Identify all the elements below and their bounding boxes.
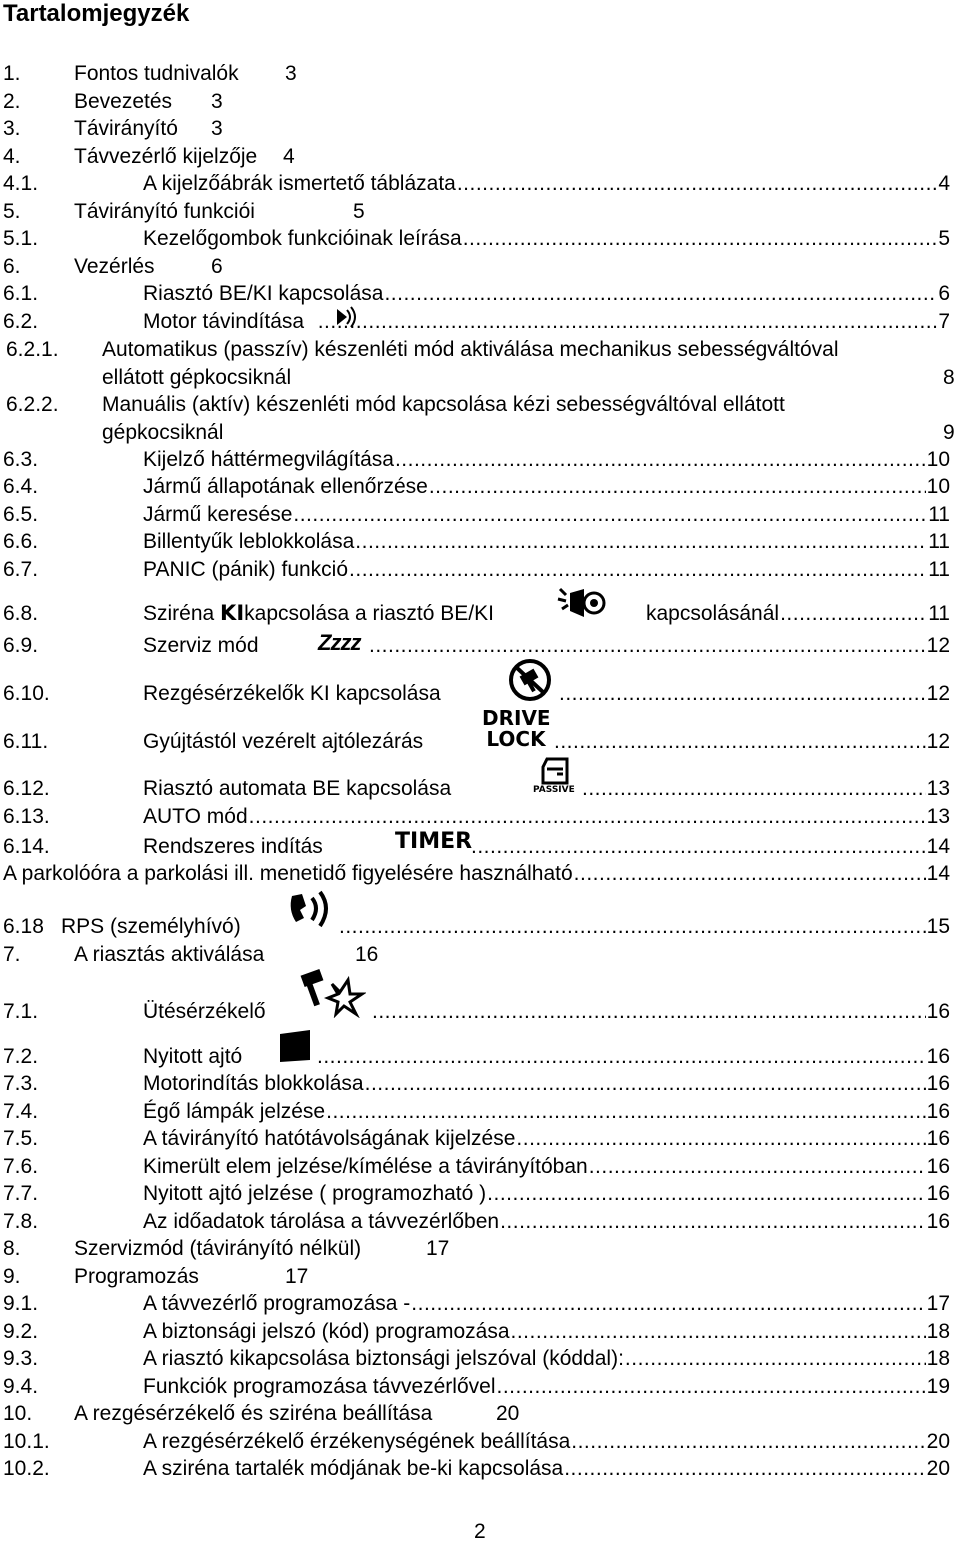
toc-entry-text: Riasztó automata BE kapcsolása — [143, 777, 452, 800]
toc-num: 4.1. — [3, 172, 39, 195]
toc-entry[interactable] — [143, 1376, 950, 1397]
toc-page: 8 — [943, 366, 955, 389]
toc-page: 16 — [926, 1100, 950, 1123]
leader-dots — [582, 778, 926, 799]
toc-num: 6.9. — [3, 634, 39, 657]
toc-page: 20 — [926, 1430, 950, 1453]
toc-entry-text: Ütésérzékelő — [143, 1000, 266, 1023]
toc-page: 16 — [926, 1155, 950, 1178]
toc-entry[interactable] — [143, 1211, 950, 1232]
toc-entry-text: A sziréna tartalék módjának be-ki kapcsolása — [143, 1457, 564, 1480]
toc-entry[interactable] — [646, 603, 950, 624]
leader-dots — [372, 1001, 926, 1022]
leader-dots — [564, 1458, 925, 1479]
toc-page: 20 — [926, 1457, 950, 1480]
toc-entry[interactable] — [143, 1348, 950, 1369]
toc-entry[interactable] — [143, 1073, 950, 1094]
toc-page: 10 — [926, 448, 950, 471]
toc-num: 7.8. — [3, 1210, 39, 1233]
leader-dots — [463, 228, 938, 249]
toc-entry[interactable] — [143, 311, 950, 332]
leader-dots — [318, 311, 938, 332]
leader-dots — [780, 603, 927, 624]
leader-dots — [249, 806, 926, 827]
leader-dots — [511, 1321, 926, 1342]
toc-num: 6.2.2. — [6, 393, 59, 416]
toc-num: 5. — [3, 200, 21, 223]
toc-num: 6.3. — [3, 448, 39, 471]
toc-entry-text-cont: ellátott gépkocsiknál — [102, 366, 292, 389]
toc-num: 7.2. — [3, 1045, 39, 1068]
leader-dots — [574, 863, 926, 884]
toc-num: 6.14. — [3, 835, 50, 858]
leader-dots — [457, 173, 937, 194]
siren-label-mid: kapcsolása a riasztó BE/KI — [244, 602, 494, 625]
leader-dots — [317, 1046, 926, 1067]
toc-page: 20 — [496, 1402, 520, 1425]
open-door-icon — [276, 1028, 314, 1064]
toc-entry-text: AUTO mód — [143, 805, 248, 828]
toc-entry-text: Nyitott ajtó jelzése ( programozható ) — [143, 1182, 487, 1205]
leader-dots — [293, 504, 927, 525]
door-icon — [533, 755, 581, 785]
toc-entry-text: A kijelzőábrák ismertető táblázata — [143, 172, 456, 195]
toc-entry-text: Manuális (aktív) készenléti mód kapcsolása kézi sebességváltóval ellátott — [102, 393, 785, 416]
leader-dots — [384, 283, 937, 304]
leader-dots — [497, 1376, 926, 1397]
toc-entry-text: Billentyűk leblokkolása — [143, 530, 355, 553]
toc-num: 6.11. — [3, 730, 49, 753]
toc-entry[interactable] — [558, 683, 950, 704]
toc-title: Tartalomjegyzék — [3, 0, 190, 27]
toc-num: 1. — [3, 62, 21, 85]
toc-entry-text: Kijelző háttérmegvilágítása — [143, 448, 394, 471]
drive-lock-line2: LOCK — [486, 727, 546, 751]
toc-entry[interactable] — [470, 836, 950, 857]
leader-dots — [429, 476, 926, 497]
toc-entry[interactable] — [143, 1458, 950, 1479]
toc-entry[interactable] — [338, 916, 950, 937]
toc-entry-text: Égő lámpák jelzése — [143, 1100, 326, 1123]
leader-dots — [326, 1101, 926, 1122]
toc-page: 11 — [928, 530, 950, 553]
siren-label: Sziréna — [143, 602, 221, 625]
toc-num: 6.2. — [3, 310, 39, 333]
toc-num: 6.5. — [3, 503, 39, 526]
toc-entry-text: Gyújtástól vezérelt ajtólezárás — [143, 730, 424, 753]
leader-dots — [471, 836, 926, 857]
toc-page: 16 — [926, 1182, 950, 1205]
toc-entry[interactable] — [316, 1046, 950, 1067]
leader-dots — [559, 683, 926, 704]
toc-page: 4 — [938, 172, 950, 195]
toc-page: 15 — [926, 915, 950, 938]
toc-entry-text: Riasztó BE/KI kapcsolása — [143, 282, 384, 305]
toc-page: 16 — [926, 1072, 950, 1095]
toc-entry-text: kapcsolásánál — [646, 602, 780, 625]
toc-num: 7.3. — [3, 1072, 39, 1095]
leader-dots — [395, 449, 926, 470]
page-number: 2 — [474, 1520, 486, 1543]
toc-num: 7.6. — [3, 1155, 39, 1178]
toc-entry-text: Távvezérlő kijelzője — [74, 145, 258, 168]
toc-entry[interactable] — [143, 559, 950, 580]
leader-dots — [500, 1211, 926, 1232]
toc-entry[interactable] — [143, 449, 950, 470]
toc-entry[interactable] — [143, 283, 950, 304]
leader-dots — [516, 1128, 925, 1149]
toc-entry-text: A távirányító hatótávolságának kijelzése — [143, 1127, 516, 1150]
toc-page: 5 — [938, 227, 950, 250]
leader-dots — [365, 1073, 926, 1094]
toc-entry-text: Motorindítás blokkolása — [143, 1072, 364, 1095]
toc-entry-text: Jármű állapotának ellenőrzése — [143, 475, 428, 498]
toc-page: 3 — [285, 62, 297, 85]
toc-page: 11 — [928, 503, 950, 526]
toc-entry[interactable] — [143, 504, 950, 525]
toc-entry-text: RPS (személyhívó) — [61, 915, 241, 938]
toc-page: 3 — [211, 117, 223, 140]
toc-entry-text: Vezérlés — [74, 255, 155, 278]
toc-entry-text: A riasztás aktiválása — [74, 943, 265, 966]
toc-page: 16 — [926, 1210, 950, 1233]
toc-num: 3. — [3, 117, 21, 140]
toc-page: 11 — [928, 602, 950, 625]
toc-page: 6 — [211, 255, 223, 278]
toc-entry-text: Programozás — [74, 1265, 199, 1288]
toc-entry[interactable] — [553, 731, 950, 752]
toc-entry-text: PANIC (pánik) funkció — [143, 558, 349, 581]
toc-num: 6.8. — [3, 602, 39, 625]
toc-num: 6.7. — [3, 558, 39, 581]
toc-entry-text: Távirányító — [74, 117, 178, 140]
toc-num: 6.10. — [3, 682, 50, 705]
toc-entry[interactable] — [368, 635, 950, 656]
toc-page: 9 — [943, 421, 955, 444]
toc-num: 9. — [3, 1265, 21, 1288]
toc-page: 12 — [926, 730, 950, 753]
toc-entry-text: A rezgésérzékelő és sziréna beállítása — [74, 1402, 433, 1425]
toc-entry-text: Szerviz mód — [143, 634, 259, 657]
toc-entry-text: Jármű keresése — [143, 503, 293, 526]
toc-entry[interactable] — [581, 778, 950, 799]
toc-num: 9.2. — [3, 1320, 39, 1343]
toc-entry[interactable] — [143, 1431, 950, 1452]
toc-entry-text: A parkolóóra a parkolási ill. menetidő figyelésére használható — [3, 862, 573, 885]
timer-icon: TIMER — [395, 829, 473, 854]
toc-entry-text — [143, 603, 494, 624]
toc-page: 12 — [926, 682, 950, 705]
toc-entry-text: Funkciók programozása távvezérlővel — [143, 1375, 496, 1398]
toc-num: 10.2. — [3, 1457, 50, 1480]
toc-entry-text: Rendszeres indítás — [143, 835, 323, 858]
toc-num: 5.1. — [3, 227, 39, 250]
toc-page: 19 — [926, 1375, 950, 1398]
toc-entry[interactable] — [143, 806, 950, 827]
toc-entry-text: Távirányító funkciói — [74, 200, 255, 223]
toc-num: 6.12. — [3, 777, 50, 800]
toc-page: 7 — [938, 310, 950, 333]
toc-page: 17 — [285, 1265, 309, 1288]
toc-entry-text: Automatikus (passzív) készenléti mód aktiválása mechanikus sebességváltóval — [102, 338, 839, 361]
toc-num: 9.4. — [3, 1375, 39, 1398]
toc-num: 4. — [3, 145, 21, 168]
leader-dots — [411, 1293, 925, 1314]
toc-num: 7.4. — [3, 1100, 39, 1123]
toc-entry-text: Rezgésérzékelők KI kapcsolása — [143, 682, 441, 705]
toc-page: 16 — [926, 1127, 950, 1150]
toc-page: 18 — [926, 1320, 950, 1343]
toc-page: 5 — [353, 200, 365, 223]
toc-entry-text: A távvezérlő programozása - — [143, 1292, 411, 1315]
leader-dots — [349, 559, 927, 580]
toc-page: 18 — [926, 1347, 950, 1370]
toc-entry[interactable] — [143, 476, 950, 497]
toc-num: 2. — [3, 90, 21, 113]
toc-entry-text: Kezelőgombok funkcióinak leírása — [143, 227, 462, 250]
toc-num: 9.3. — [3, 1347, 39, 1370]
toc-num: 7.5. — [3, 1127, 39, 1150]
toc-num: 6.13. — [3, 805, 50, 828]
toc-entry[interactable] — [143, 531, 950, 552]
toc-entry-text: Szervizmód (távirányító nélkül) — [74, 1237, 362, 1260]
toc-entry[interactable] — [143, 1128, 950, 1149]
toc-page: 4 — [283, 145, 295, 168]
drive-lock-icon — [482, 708, 550, 750]
toc-num: 7.7. — [3, 1182, 39, 1205]
toc-page: 14 — [926, 862, 950, 885]
toc-entry-text: Az időadatok tárolása a távvezérlőben — [143, 1210, 500, 1233]
toc-entry-text: Kimerült elem jelzése/kímélése a távirányítóban — [143, 1155, 588, 1178]
toc-num: 8. — [3, 1237, 21, 1260]
toc-entry[interactable] — [3, 863, 950, 884]
toc-page: 17 — [426, 1237, 450, 1260]
toc-page: 16 — [355, 943, 379, 966]
leader-dots — [369, 635, 926, 656]
toc-num: 9.1. — [3, 1292, 39, 1315]
toc-num: 7. — [3, 943, 21, 966]
toc-entry-text-cont: gépkocsiknál — [102, 421, 224, 444]
toc-entry-text: Fontos tudnivalók — [74, 62, 239, 85]
toc-page: 12 — [926, 634, 950, 657]
toc-entry-text: A riasztó kikapcsolása biztonsági jelszóval (kóddal): — [143, 1347, 624, 1370]
leader-dots — [339, 916, 926, 937]
siren-icon — [556, 585, 606, 621]
toc-num: 6.4. — [3, 475, 39, 498]
toc-entry[interactable] — [143, 1101, 950, 1122]
toc-num: 7.1. — [3, 1000, 39, 1023]
toc-page: 3 — [211, 90, 223, 113]
pager-icon — [284, 886, 336, 934]
toc-entry-text: Bevezetés — [74, 90, 173, 113]
toc-num: 6. — [3, 255, 21, 278]
toc-num: 10. — [3, 1402, 33, 1425]
toc-entry[interactable] — [371, 1001, 950, 1022]
toc-entry[interactable] — [143, 1183, 950, 1204]
shock-sensor-icon — [296, 966, 366, 1018]
toc-page: 6 — [938, 282, 950, 305]
toc-page: 13 — [926, 805, 950, 828]
toc-entry-text: A biztonsági jelszó (kód) programozása — [143, 1320, 510, 1343]
toc-num: 10.1. — [3, 1430, 50, 1453]
toc-page: 17 — [926, 1292, 950, 1315]
ki-badge: KI — [220, 601, 245, 625]
remote-start-icon — [333, 305, 359, 329]
toc-page: 16 — [926, 1045, 950, 1068]
passive-label: PASSIVE — [533, 785, 575, 795]
toc-page: 14 — [926, 835, 950, 858]
leader-dots — [554, 731, 926, 752]
toc-num: 6.18 — [3, 915, 44, 938]
toc-page: 10 — [926, 475, 950, 498]
toc-page: 13 — [926, 777, 950, 800]
toc-num: 6.1. — [3, 282, 39, 305]
leader-dots — [571, 1431, 925, 1452]
toc-entry[interactable] — [143, 1156, 950, 1177]
toc-page: 11 — [928, 558, 950, 581]
vibration-off-icon — [507, 658, 553, 702]
leader-dots — [589, 1156, 926, 1177]
toc-entry[interactable] — [143, 1321, 950, 1342]
toc-entry-text: A rezgésérzékelő érzékenységének beállítása — [143, 1430, 571, 1453]
leader-dots — [625, 1348, 926, 1369]
leader-dots — [487, 1183, 925, 1204]
toc-num: 6.2.1. — [6, 338, 59, 361]
leader-dots — [355, 531, 927, 552]
toc-entry[interactable] — [143, 1293, 950, 1314]
toc-entry-text: Nyitott ajtó — [143, 1045, 243, 1068]
toc-num: 6.6. — [3, 530, 39, 553]
sleep-icon: Zzzz — [318, 630, 361, 655]
toc-page: 16 — [926, 1000, 950, 1023]
passive-mode-icon — [533, 755, 581, 797]
drive-lock-line1: DRIVE — [482, 706, 551, 730]
toc-entry[interactable] — [143, 228, 950, 249]
toc-entry[interactable] — [143, 173, 950, 194]
toc-entry-text: Motor távindítása — [143, 310, 305, 333]
